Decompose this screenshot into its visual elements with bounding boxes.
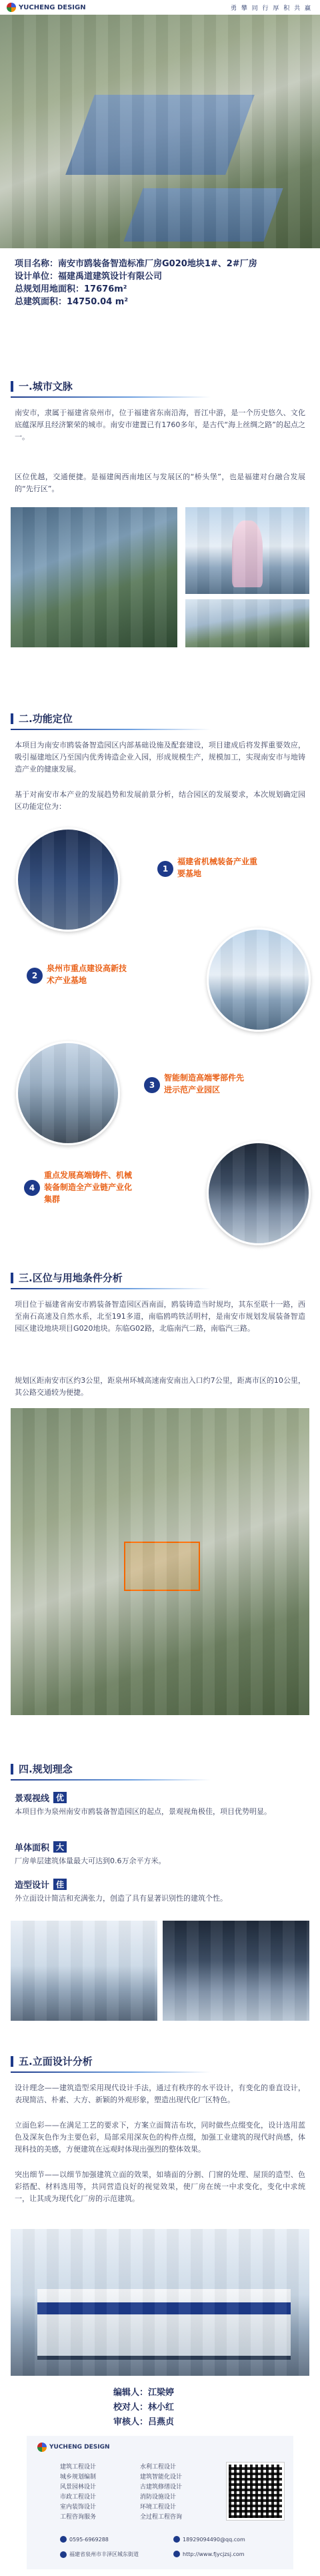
section-2-underline <box>11 729 211 730</box>
section-2-title-text: 二.功能定位 <box>19 713 73 725</box>
function-1-number: 1 <box>157 861 173 877</box>
footer-service-item: 城乡规划编制 <box>60 2474 97 2481</box>
function-2-image <box>207 928 311 1032</box>
section-1-p2: 区位优越，交通便捷。是福建闽西南地区与发展区的“桥头堡”，也是福建对台融合发展的“先行区”。 <box>15 472 305 493</box>
function-1-label: 福建省机械装备产业重要基地 <box>177 857 258 878</box>
function-4-image <box>207 1141 311 1245</box>
credit-editor-value: 江梁婷 <box>148 2388 175 2398</box>
section-3-title-text: 三.区位与用地条件分析 <box>19 1272 123 1284</box>
section-5-p1: 设计理念——建筑造型采用现代设计手法，通过有秩序的水平设计，有变化的垂直设计，表现简洁、朴素、大方、新颖的外观形象，塑造出现代化厂区特色。 <box>15 2083 305 2104</box>
footer-service-item: 室内装饰设计 <box>60 2504 97 2511</box>
section-3-underline <box>11 1288 211 1289</box>
section-3-title <box>11 1271 123 1285</box>
footer-service-item: 工程咨询服务 <box>60 2514 97 2521</box>
footer-card <box>27 2436 293 2569</box>
concept-1-text: 本项目作为泉州南安市鸥装备智造园区的起点，景观视角极佳，项目优势明显。 <box>15 1807 271 1816</box>
project-name-value: 南安市鸥装备智造标准厂房G020地块1#、2#厂房 <box>58 259 257 269</box>
concept-2-title <box>15 1841 67 1853</box>
credit-editor <box>113 2385 174 2398</box>
facade-blue-band <box>37 2302 291 2314</box>
section-bar <box>11 713 13 724</box>
logo-icon <box>7 3 16 12</box>
section-bar <box>11 381 13 392</box>
concept-3-title-text: 造型设计 <box>15 1881 50 1891</box>
section-1-p1: 南安市，隶属于福建省泉州市，位于福建省东南沿海，晋江中游，是一个历史悠久、文化底蕴深厚且经济繁荣的城市。南安市建置已有1760多年，是古代“海上丝绸之路”的起点之一。 <box>15 408 305 441</box>
footer-email <box>173 2536 245 2543</box>
section-5-title <box>11 2054 93 2068</box>
footer-phone-text: 0595-6969288 <box>69 2536 109 2543</box>
section-5-p3: 突出细节——以细节加强建筑立面的效果，如墙面的分割、门窗的处理、屋顶的造型、色彩搭配、材料选用等，共同营造良好的视觉效果，使厂房在统一中求变化，变化中求统一，让其成为现代化厂房的示范建筑。 <box>15 2170 305 2203</box>
footer-service-item: 环境工程设计 <box>140 2504 177 2511</box>
section-5-p2: 立面色彩——在满足工艺的要求下，方案立面简洁布坎，同时做些点缀变化，设计选用蓝色及深灰色作为主要色彩，局部采用深灰色的构件点缀，加强工业建筑的现代时尚感，体现科技的美感，方便建筑在远观时体现出强烈的整体效果。 <box>15 2121 305 2154</box>
function-4-label: 重点发展高端铸件、机械装备制造全产业链产业化集群 <box>44 1171 133 1204</box>
globe-icon <box>173 2551 180 2557</box>
section-5-underline <box>11 2071 211 2073</box>
section-2-p2: 基于对南安市本产业的发展趋势和发展前景分析，结合园区的发展要求，本次规划确定园区功能定位为： <box>15 790 305 811</box>
header-slogan: 勇 攀 同 行 厚 积 共 赢 <box>230 5 312 12</box>
location-icon <box>60 2551 67 2558</box>
factory-roof-shape <box>123 188 283 242</box>
function-2-number: 2 <box>27 968 43 984</box>
sculpture-shape <box>232 521 263 587</box>
section-bar <box>11 1764 13 1775</box>
email-icon <box>173 2536 180 2543</box>
city-river-photo <box>11 507 177 647</box>
footer-service-item: 古建筑修缮设计 <box>140 2484 183 2491</box>
footer-logo-text: YUCHENG DESIGN <box>49 2444 110 2451</box>
phone-icon <box>60 2536 67 2543</box>
section-1-underline <box>11 396 211 398</box>
section-4-title-text: 四.规划理念 <box>19 1763 73 1775</box>
building-facade-shape <box>37 2289 291 2360</box>
factory-exterior-render-left <box>11 1921 157 2021</box>
credit-editor-label: 编辑人： <box>113 2388 149 2398</box>
footer-email-text: 18929094490@qq.com <box>183 2536 245 2543</box>
footer-service-item: 建筑智能化设计 <box>140 2474 183 2481</box>
city-skyline-photo <box>185 599 309 647</box>
concept-1-tag: 优 <box>53 1792 67 1803</box>
section-bar <box>11 1273 13 1283</box>
section-1-title <box>11 379 73 393</box>
section-bar <box>11 2056 13 2067</box>
footer-website-text[interactable]: http://www.fjycjzsj.com <box>183 2551 245 2557</box>
function-4-number: 4 <box>24 1180 40 1196</box>
footer-logo <box>37 2443 110 2452</box>
land-area-label: 总规划用地面积： <box>15 284 85 294</box>
concept-2-title-text: 单体面积 <box>15 1843 50 1853</box>
credit-auditor-label: 审核人： <box>113 2417 149 2427</box>
land-area-value: 17676m² <box>84 284 127 294</box>
footer-service-item: 水利工程设计 <box>140 2464 177 2471</box>
section-4-underline <box>11 1779 211 1781</box>
project-name-row <box>15 258 308 270</box>
footer-phone <box>60 2536 109 2543</box>
facade-render-image <box>11 2229 309 2376</box>
footer-services-right <box>140 2463 213 2523</box>
function-3-image <box>16 1041 120 1145</box>
footer-address-text: 福建省泉州市丰泽区城东街道 <box>69 2551 139 2557</box>
section-4-title <box>11 1762 73 1776</box>
concept-3-title <box>15 1878 67 1891</box>
section-5-title-text: 五.立面设计分析 <box>19 2055 93 2067</box>
concept-1-title-text: 景观视线 <box>15 1794 50 1804</box>
footer-service-item: 消防设施设计 <box>140 2494 177 2501</box>
section-2-p1: 本项目为南安市鸥装备智造园区内部基础设施及配套建设，项目建成后将发挥重要效应，吸引福建地区乃至国内优秀铸造企业入园，形成规模生产，规模加工，实现南安市与地铸造产业的健康发展。 <box>15 741 305 773</box>
credit-proofreader-value: 林小红 <box>148 2402 175 2412</box>
section-2-title <box>11 711 73 725</box>
footer-services-left <box>60 2463 133 2523</box>
function-3-label: 智能制造高端零部件先进示范产业园区 <box>164 1073 245 1094</box>
section-3-p1: 项目位于福建省南安市鸥装备智造园区西南面，鸥装铸造当时规均，其东至联十一路，西至南石高速及自然水系，北至191多道，南临鸥鸣铁活明村，是南安市规划发展装备智造园区建设地块项目G020地块。东临G02路，北临南汽二路，南临汽三路。 <box>15 1300 305 1333</box>
project-name-label: 项目名称： <box>15 259 59 269</box>
land-area-row <box>15 283 308 296</box>
concept-3-tag: 佳 <box>53 1879 67 1890</box>
qr-code-icon <box>227 2463 284 2520</box>
factory-roof-shape <box>65 95 255 175</box>
logo-text: YUCHENG DESIGN <box>19 3 86 11</box>
footer-service-item: 建筑工程设计 <box>60 2464 97 2471</box>
footer-service-item: 风景园林设计 <box>60 2484 97 2491</box>
project-info <box>15 258 308 308</box>
concept-2-tag: 大 <box>53 1841 67 1853</box>
site-location-aerial-map <box>11 1408 309 1715</box>
credit-auditor-value: 吕燕贞 <box>148 2417 175 2427</box>
concept-2-text: 厂房单层建筑体量最大可达到0.6万余平方米。 <box>15 1857 166 1865</box>
footer-service-item: 全过程工程咨询 <box>140 2514 183 2521</box>
building-area-row <box>15 296 308 308</box>
concept-1-title <box>15 1791 67 1804</box>
designer-value: 福建禹道建筑设计有限公司 <box>58 272 163 282</box>
footer-service-item: 市政工程设计 <box>60 2494 97 2501</box>
function-2-label: 泉州市重点建设高新技术产业基地 <box>47 964 127 985</box>
landmark-sculpture-photo <box>185 507 309 594</box>
designer-row <box>15 270 308 283</box>
factory-interior-render-right <box>163 1921 309 2021</box>
site-boundary-highlight <box>124 1542 200 1591</box>
concept-3-text: 外立面设计简洁和充满张力，创造了具有显著识别性的建筑个性。 <box>15 1894 227 1903</box>
footer-website[interactable] <box>173 2551 245 2557</box>
designer-label: 设计单位： <box>15 272 59 282</box>
building-area-label: 总建筑面积： <box>15 297 67 307</box>
section-3-p2: 规划区距南安市区约3公里，距泉州环城高速南安南出入口约7公里，距离市区的10公里，其公路交通较为便捷。 <box>15 1376 305 1397</box>
building-area-value: 14750.04 m² <box>67 297 129 307</box>
credit-auditor <box>113 2414 174 2427</box>
footer-address <box>60 2551 139 2558</box>
section-1-title-text: 一.城市文脉 <box>19 380 73 392</box>
function-1-image <box>16 828 120 932</box>
credit-proofreader-label: 校对人： <box>113 2402 149 2412</box>
header-logo <box>7 3 86 12</box>
hero-aerial-image <box>0 15 320 248</box>
function-3-number: 3 <box>144 1077 160 1093</box>
footer-logo-icon <box>37 2443 47 2452</box>
credit-proofreader <box>113 2400 174 2412</box>
